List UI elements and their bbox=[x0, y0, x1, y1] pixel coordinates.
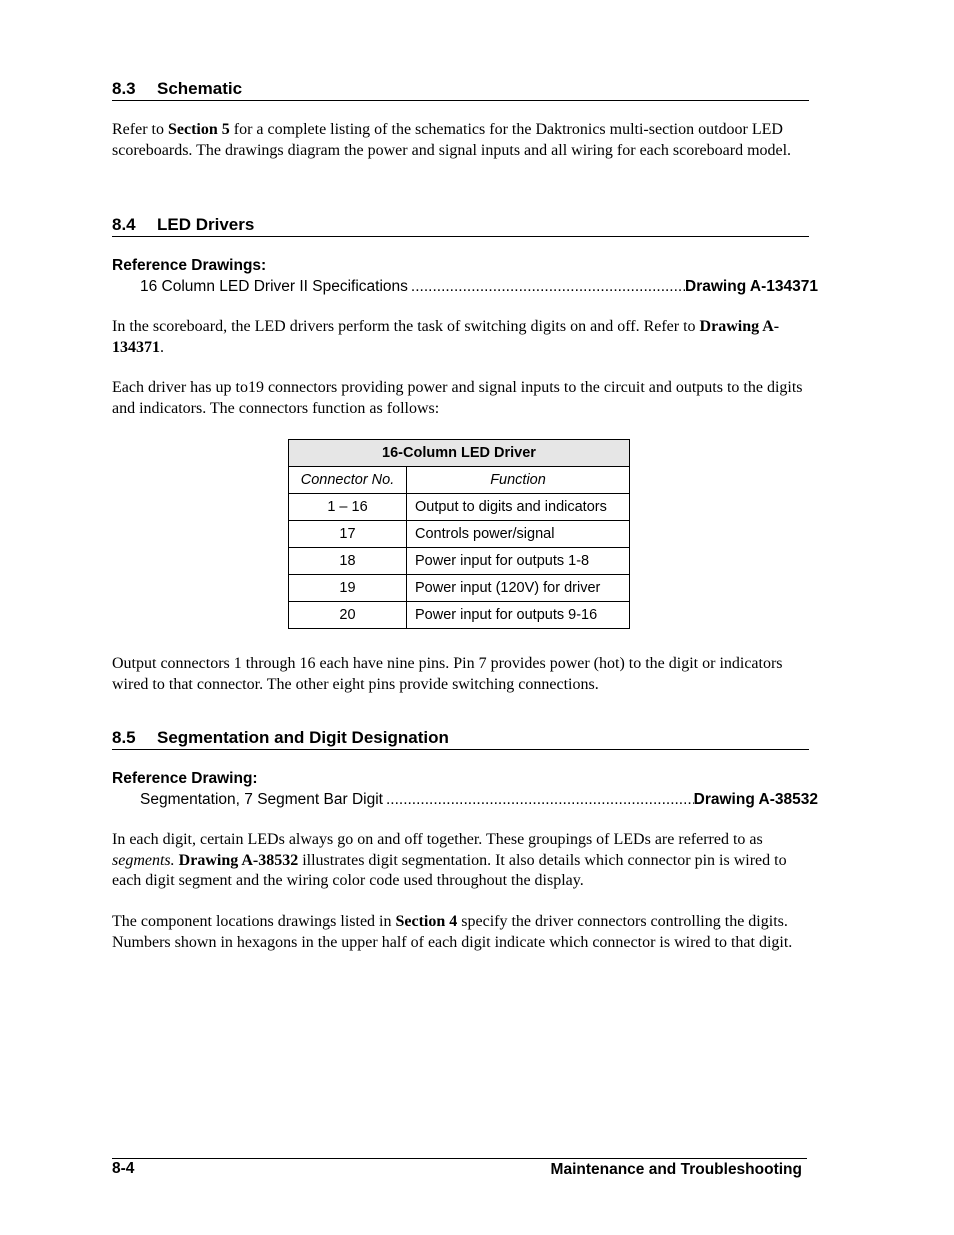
table-row bbox=[289, 494, 630, 521]
column-header-function: Function bbox=[407, 467, 630, 494]
function-cell: Power input for outputs 1-8 bbox=[407, 548, 630, 575]
table-title: 16-Column LED Driver bbox=[289, 440, 630, 467]
table-title-row bbox=[289, 440, 630, 467]
drawing-reference: Drawing A-38532 bbox=[178, 851, 299, 869]
section-reference: Section 5 bbox=[167, 121, 230, 138]
reference-drawing-label: Reference Drawing: bbox=[112, 770, 258, 787]
text-run: Refer to bbox=[112, 121, 168, 138]
section-heading-8-5 bbox=[112, 728, 809, 750]
connector-cell: 18 bbox=[289, 548, 407, 575]
segmentation-paragraph-1 bbox=[112, 830, 812, 892]
table-header-row bbox=[289, 467, 630, 494]
reference-drawing-entry bbox=[140, 790, 818, 810]
section-heading-8-3 bbox=[112, 79, 809, 101]
function-cell: Power input for outputs 9-16 bbox=[407, 602, 630, 629]
section-reference: Section 4 bbox=[395, 913, 458, 930]
table-row bbox=[289, 602, 630, 629]
text-run: illustrates digit segmentation. It also details which connector pin is wired to each digit segment and the wiring color code used throughout the display. bbox=[112, 851, 787, 889]
connector-table bbox=[288, 439, 630, 629]
function-cell: Controls power/signal bbox=[407, 521, 630, 548]
dot-leader bbox=[383, 790, 694, 810]
connector-cell: 1 – 16 bbox=[289, 494, 407, 521]
reference-drawings-label: Reference Drawings: bbox=[112, 257, 267, 274]
led-drivers-paragraph-1 bbox=[112, 317, 812, 358]
section-number: 8.4 bbox=[112, 215, 136, 234]
footer-rule bbox=[112, 1158, 807, 1159]
table-row bbox=[289, 521, 630, 548]
segmentation-paragraph-2 bbox=[112, 912, 812, 953]
section-title: Schematic bbox=[157, 79, 243, 98]
section-number: 8.5 bbox=[112, 728, 136, 747]
led-drivers-paragraph-2: Each driver has up to19 connectors providing power and signal inputs to the circuit and outputs to the digits and indicators. The connectors function as follows: bbox=[112, 379, 803, 417]
section-number: 8.3 bbox=[112, 79, 136, 98]
reference-item: 16 Column LED Driver II Specifications bbox=[140, 278, 408, 295]
chapter-title: Maintenance and Troubleshooting bbox=[550, 1161, 802, 1178]
dot-leader bbox=[408, 277, 685, 297]
function-cell: Output to digits and indicators bbox=[407, 494, 630, 521]
reference-item: Segmentation, 7 Segment Bar Digit bbox=[140, 791, 383, 808]
text-run: In each digit, certain LEDs always go on and off together. These groupings of LEDs are referred to as bbox=[112, 831, 763, 848]
table-row bbox=[289, 575, 630, 602]
section-title: LED Drivers bbox=[157, 215, 255, 234]
text-run: specify the driver connectors controlling the digits. Numbers shown in hexagons in the upper half of each digit indicate which connector is wired to that digit. bbox=[112, 913, 793, 951]
text-run: for a complete listing of the schematics for the Daktronics multi-section outdoor LED scoreboards. The drawings diagram the power and signal inputs and all wiring for each scoreboard model. bbox=[112, 121, 792, 159]
drawing-reference: Drawing A-134371 bbox=[112, 318, 780, 356]
text-run: . bbox=[160, 338, 164, 356]
text-run: The component locations drawings listed in bbox=[112, 913, 396, 930]
led-drivers-paragraph-3: Output connectors 1 through 16 each have nine pins. Pin 7 provides power (hot) to the digit or indicators wired to that connector. The other eight pins provide switching connections. bbox=[112, 655, 783, 693]
text-run: In the scoreboard, the LED drivers perform the task of switching digits on and off. Refer to bbox=[112, 318, 700, 335]
table-row bbox=[289, 548, 630, 575]
connector-cell: 17 bbox=[289, 521, 407, 548]
reference-drawing-entry bbox=[140, 277, 818, 297]
schematic-paragraph bbox=[112, 120, 812, 161]
connector-cell: 19 bbox=[289, 575, 407, 602]
page-number: 8-4 bbox=[112, 1160, 135, 1177]
section-heading-8-4 bbox=[112, 215, 809, 237]
column-header-connector: Connector No. bbox=[289, 467, 407, 494]
section-title: Segmentation and Digit Designation bbox=[157, 728, 449, 747]
drawing-number: Drawing A-38532 bbox=[693, 791, 818, 808]
drawing-number: Drawing A-134371 bbox=[685, 278, 818, 295]
function-cell: Power input (120V) for driver bbox=[407, 575, 630, 602]
connector-cell: 20 bbox=[289, 602, 407, 629]
italic-term: segments. bbox=[112, 851, 175, 869]
